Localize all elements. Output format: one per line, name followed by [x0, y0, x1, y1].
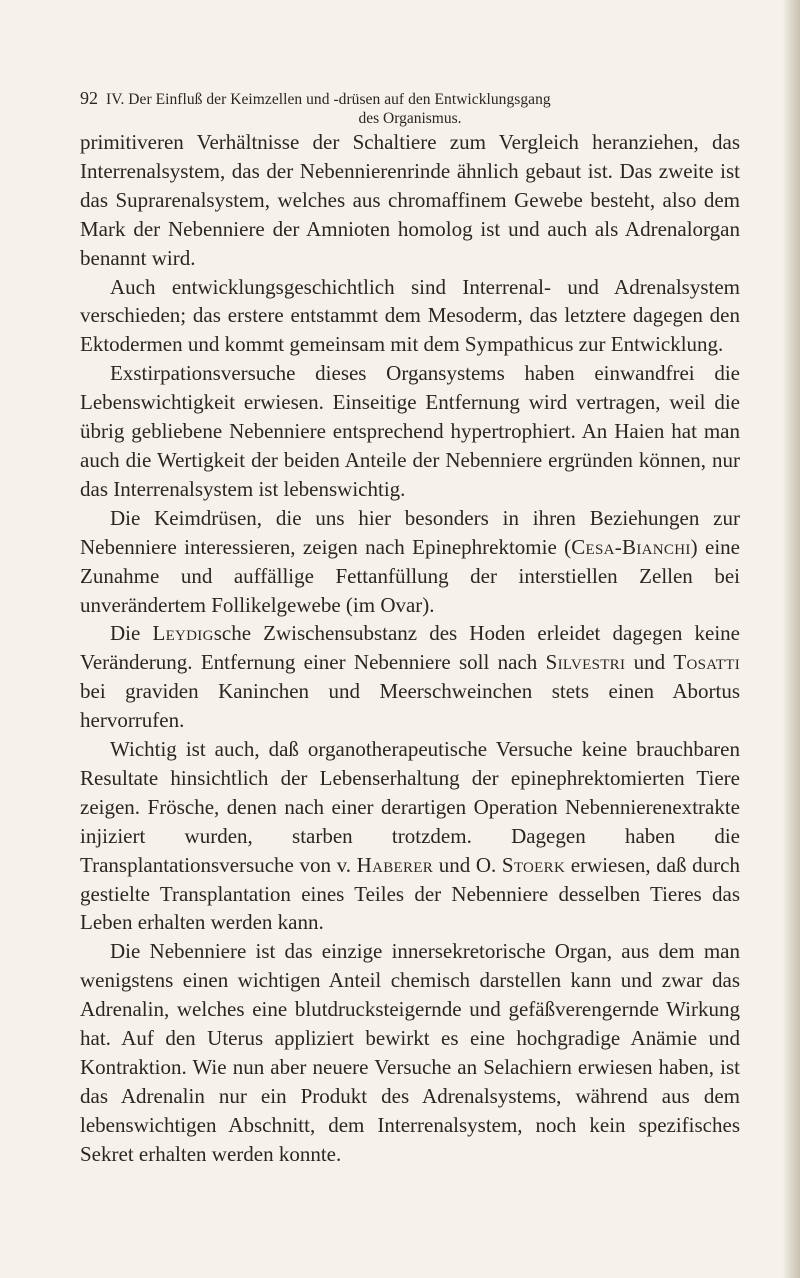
paragraph: [80, 619, 740, 735]
page-header: [80, 88, 740, 128]
paragraph: [80, 735, 740, 937]
text-run: ) eine Zunahme und auffällige Fettanfüllung der interstiellen Zellen bei unverändertem Follikelgewebe (im Ovar).: [80, 534, 740, 617]
page-number: 92: [80, 88, 98, 108]
text-run: Exstirpationsversuche dieses Organsystems haben einwandfrei die Lebenswichtigkeit erwiesen. Einseitige Entfernung wird vertragen, weil die übrig gebliebene Nebenniere entsprechend hypertrophiert. An Haien hat man auch die Wertigkeit der beiden Anteile der Nebenniere ergründen können, nur das Interrenalsystem ist lebenswichtig.: [80, 361, 740, 501]
paragraph: [80, 128, 740, 273]
paragraph: [80, 937, 740, 1168]
author-name: Stoerk: [501, 852, 566, 877]
page-edge-shadow: [782, 0, 800, 1278]
author-name: Cesa-Bianchi: [571, 534, 691, 559]
header-line: [80, 88, 740, 110]
author-name: Silvestri: [545, 650, 626, 675]
text-run: Wichtig ist auch, daß organotherapeutische Versuche keine brauchbaren Resultate hinsichtlich der Lebenserhaltung der epinephrektomierten Tiere zeigen. Frösche, denen nach einer derartigen Operation Nebennierenextrakte injiziert wurden, starben trotzdem. Dagegen haben die Transplantationsversuche von v.: [80, 737, 740, 877]
author-name: Leydig: [152, 621, 214, 646]
running-head: IV. Der Einfluß der Keimzellen und -drüsen auf den Entwicklungsgang: [106, 91, 551, 108]
text-run: primitiveren Verhältnisse der Schaltiere zum Vergleich heranziehen, das Interrenalsystem, das der Nebennierenrinde ähnlich gebaut ist. Das zweite ist das Suprarenalsystem, welches aus chromaffinem Gewebe besteht, also dem Mark der Nebenniere der Amnioten homolog ist und auch als Adrenalorgan benannt wird.: [80, 130, 740, 270]
text-run: erwiesen, daß durch gestielte Transplantation eines Teiles der Nebenniere desselben Tieres das Leben erhalten werden kann.: [80, 852, 740, 935]
text-run: bei graviden Kaninchen und Meerschweinchen stets einen Abortus hervorrufen.: [80, 679, 740, 733]
paragraph: [80, 273, 740, 360]
author-name: Haberer: [356, 852, 434, 877]
paragraph: [80, 504, 740, 620]
text-run: Die Nebenniere ist das einzige innersekretorische Organ, aus dem man wenigstens einen wichtigen Anteil chemisch darstellen kann und zwar das Adrenalin, welches eine blutdrucksteigernde und gefäßverengernde Wirkung hat. Auf den Uterus appliziert bewirkt es eine hochgradige Anämie und Kontraktion. Wie nun aber neuere Versuche an Selachiern erwiesen haben, ist das Adrenalin nur ein Produkt des Adrenalsystems, während aus dem lebenswichtigen Abschnitt, dem Interrenalsystem, noch kein spezifisches Sekret erhalten werden konnte.: [80, 939, 740, 1166]
running-head-continuation: des Organismus.: [358, 110, 462, 127]
text-run: und O.: [433, 852, 502, 877]
text-run: und: [625, 650, 674, 675]
body-text: [80, 128, 740, 1169]
author-name: Tosatti: [673, 650, 740, 675]
text-run: Die: [110, 621, 153, 646]
text-run: sche Zwischensubstanz des Hoden erleidet dagegen keine Veränderung. Entfernung einer Nebenniere soll nach: [80, 621, 741, 675]
text-run: Die Keimdrüsen, die uns hier besonders in ihren Beziehungen zur Nebenniere interessieren, zeigen nach Epinephrektomie (: [80, 505, 740, 559]
text-run: Auch entwicklungsgeschichtlich sind Interrenal- und Adrenalsystem verschieden; das erstere entstammt dem Mesoderm, das letztere dagegen den Ektodermen und kommt gemeinsam mit dem Sympathicus zur Entwicklung.: [80, 274, 740, 357]
paragraph: [80, 359, 740, 504]
